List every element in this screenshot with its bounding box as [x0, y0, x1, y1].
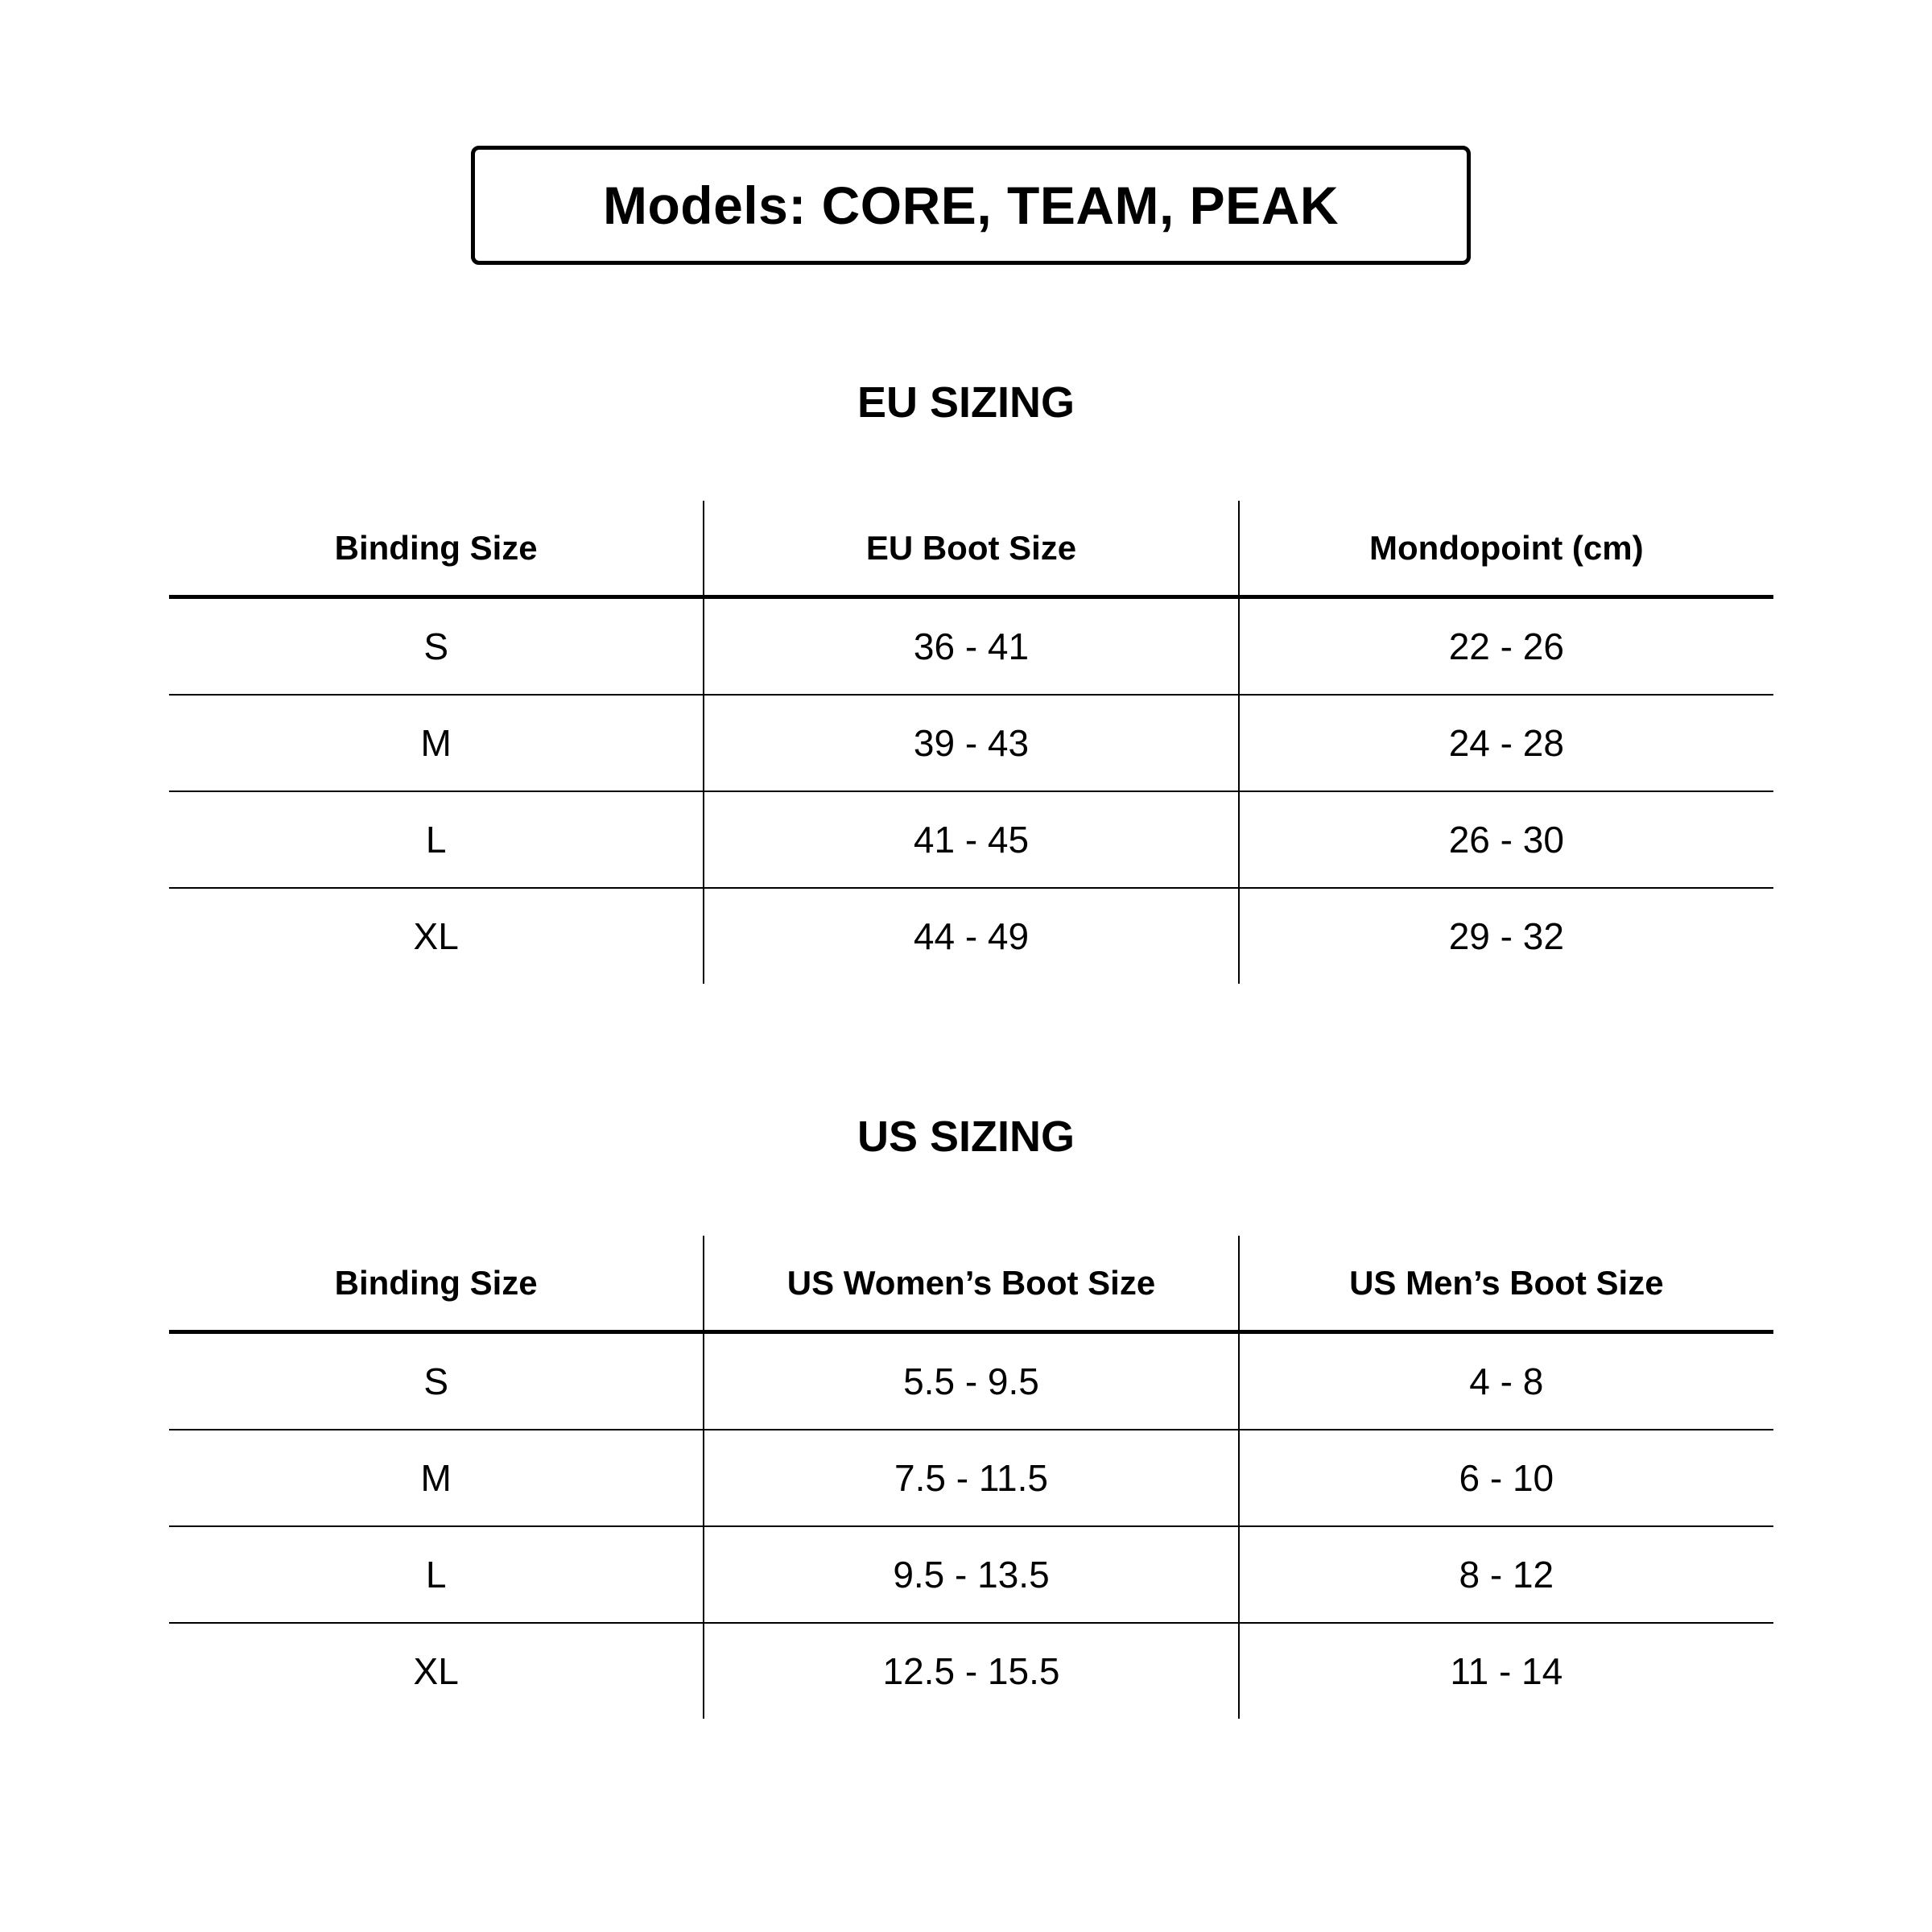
binding-size-cell: M	[169, 1430, 704, 1526]
table-row	[169, 695, 1773, 791]
table-row	[169, 597, 1773, 696]
table-header-row	[169, 1236, 1773, 1332]
binding-size-cell: S	[169, 597, 704, 696]
eu-boot-size-cell: 36 - 41	[704, 597, 1238, 696]
us-womens-boot-size-cell: 9.5 - 13.5	[704, 1526, 1238, 1623]
models-title: Models: CORE, TEAM, PEAK	[602, 175, 1340, 235]
table-row	[169, 791, 1773, 888]
table-header-row	[169, 501, 1773, 597]
mondopoint-cell: 24 - 28	[1239, 695, 1773, 791]
mondopoint-cell: 26 - 30	[1239, 791, 1773, 888]
eu-boot-size-cell: 44 - 49	[704, 888, 1238, 984]
binding-size-cell: L	[169, 791, 704, 888]
us-sizing-title: US SIZING	[857, 1113, 1075, 1161]
us-mens-boot-size-cell: 6 - 10	[1239, 1430, 1773, 1526]
column-header-mondopoint: Mondopoint (cm)	[1239, 501, 1773, 597]
table-row	[169, 888, 1773, 984]
eu-boot-size-cell: 41 - 45	[704, 791, 1238, 888]
table-row	[169, 1526, 1773, 1623]
us-sizing-table	[169, 1236, 1773, 1719]
binding-size-cell: S	[169, 1332, 704, 1430]
column-header-eu-boot-size: EU Boot Size	[704, 501, 1238, 597]
table-row	[169, 1623, 1773, 1719]
column-header-us-womens-boot-size: US Women’s Boot Size	[704, 1236, 1238, 1332]
us-womens-boot-size-cell: 5.5 - 9.5	[704, 1332, 1238, 1430]
binding-size-cell: L	[169, 1526, 704, 1623]
us-mens-boot-size-cell: 11 - 14	[1239, 1623, 1773, 1719]
table-row	[169, 1332, 1773, 1430]
eu-sizing-table	[169, 501, 1773, 984]
column-header-us-mens-boot-size: US Men’s Boot Size	[1239, 1236, 1773, 1332]
eu-sizing-title: EU SIZING	[857, 378, 1075, 427]
mondopoint-cell: 22 - 26	[1239, 597, 1773, 696]
table-row	[169, 1430, 1773, 1526]
us-womens-boot-size-cell: 12.5 - 15.5	[704, 1623, 1238, 1719]
column-header-binding-size: Binding Size	[169, 501, 704, 597]
binding-size-cell: XL	[413, 1650, 459, 1692]
us-womens-boot-size-cell: 7.5 - 11.5	[704, 1430, 1238, 1526]
mondopoint-cell: 29 - 32	[1239, 888, 1773, 984]
binding-size-cell: XL	[413, 915, 459, 957]
us-mens-boot-size-cell: 4 - 8	[1239, 1332, 1773, 1430]
models-title-box	[471, 146, 1471, 265]
binding-size-cell: M	[169, 695, 704, 791]
column-header-binding-size: Binding Size	[169, 1236, 704, 1332]
us-mens-boot-size-cell: 8 - 12	[1239, 1526, 1773, 1623]
eu-boot-size-cell: 39 - 43	[704, 695, 1238, 791]
